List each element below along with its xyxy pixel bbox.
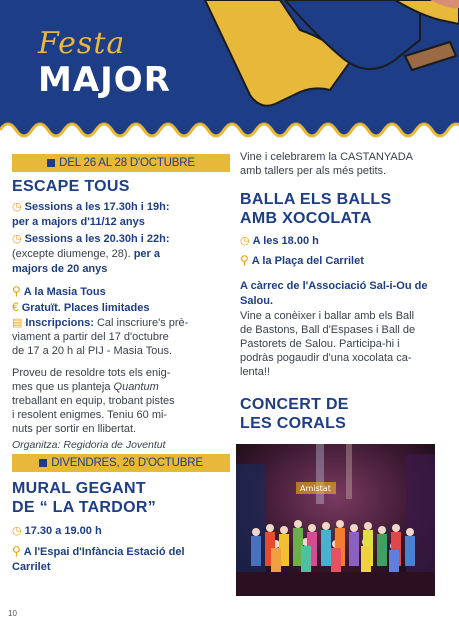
concert-photo (236, 444, 435, 596)
inscription-block: ▤ Inscripcions: Cal inscriure's prè- viament a partir del 17 d'octubre de 17 a 20 h al PIJ - Masia Tous. (12, 317, 189, 357)
session-2: ◷ Sessions a les 20.30h i 22h: (excepte diumenge, 28). per a majors de 20 anys (12, 233, 170, 275)
location-row: ⚲ A la Masia Tous (12, 284, 106, 298)
balls-description: Vine a conèixer i ballar amb els Ball de Bastons, Ball d'Espases i Ball de Pastorets de Salou. Participa-hi i podràs pogaudir d'una xocolata ca- lenta!! (240, 310, 416, 378)
header-banner (0, 0, 459, 150)
page-number: 10 (8, 609, 17, 618)
left-column (12, 154, 230, 575)
balls-location-row: ⚲ A la Plaça del Carrilet (240, 253, 364, 267)
choir-stage-image (236, 444, 435, 596)
banner-square-icon (47, 159, 55, 167)
logo-festa: Festa (38, 26, 126, 61)
mural-location-row: ⚲ A l'Espai d'Infància Estació del Carrilet (12, 544, 185, 573)
logo-major: MAJOR (38, 60, 171, 100)
organitza-note: Organitza: Regidoria de Joventut (12, 439, 166, 451)
mural-time-row: ◷ 17.30 a 19.00 h (12, 525, 102, 537)
escape-description: Proveu de resoldre tots els enig- mes que us planteja Quantum treballant en equip, trobant pistes i resolent enigmes. Teniu 60 mi- nuts per sortir en llibertat. (12, 367, 175, 435)
stage-sign: Amistat (300, 484, 331, 493)
clock-icon: ◷ (240, 235, 250, 247)
mural-title: MURAL GEGANT DE “ LA TARDOR” (12, 480, 157, 516)
balls-organizer: A càrrec de l'Associació Sal-i-Ou de Salou. (240, 280, 428, 307)
location-pin-icon: ⚲ (12, 544, 21, 558)
castanyada-intro: Vine i celebrarem la CASTANYADA amb tallers per als més petits. (240, 151, 414, 177)
balls-time-row: ◷ A les 18.00 h (240, 235, 319, 247)
balls-title: BALLA ELS BALLS AMB XOCOLATA (240, 191, 392, 227)
date-banner-2: DIVENDRES, 26 D'OCTUBRE (12, 454, 230, 472)
banner-square-icon (39, 459, 47, 467)
clock-icon: ◷ (12, 233, 22, 245)
document-icon: ▤ (12, 317, 23, 329)
location-pin-icon: ⚲ (240, 253, 249, 267)
escape-title: ESCAPE TOUS (12, 178, 130, 195)
session-1: ◷ Sessions a les 17.30h i 19h: per a majors d'11/12 anys (12, 201, 170, 228)
clock-icon: ◷ (12, 525, 22, 537)
concert-title: CONCERT DE LES CORALS (240, 396, 349, 432)
location-pin-icon: ⚲ (12, 284, 21, 298)
price-row: € Gratuït. Places limitades (12, 300, 150, 314)
date-banner-1: DEL 26 AL 28 D'OCTUBRE (12, 154, 230, 172)
euro-icon: € (12, 300, 19, 314)
right-column (240, 150, 430, 433)
clock-icon: ◷ (12, 201, 22, 213)
